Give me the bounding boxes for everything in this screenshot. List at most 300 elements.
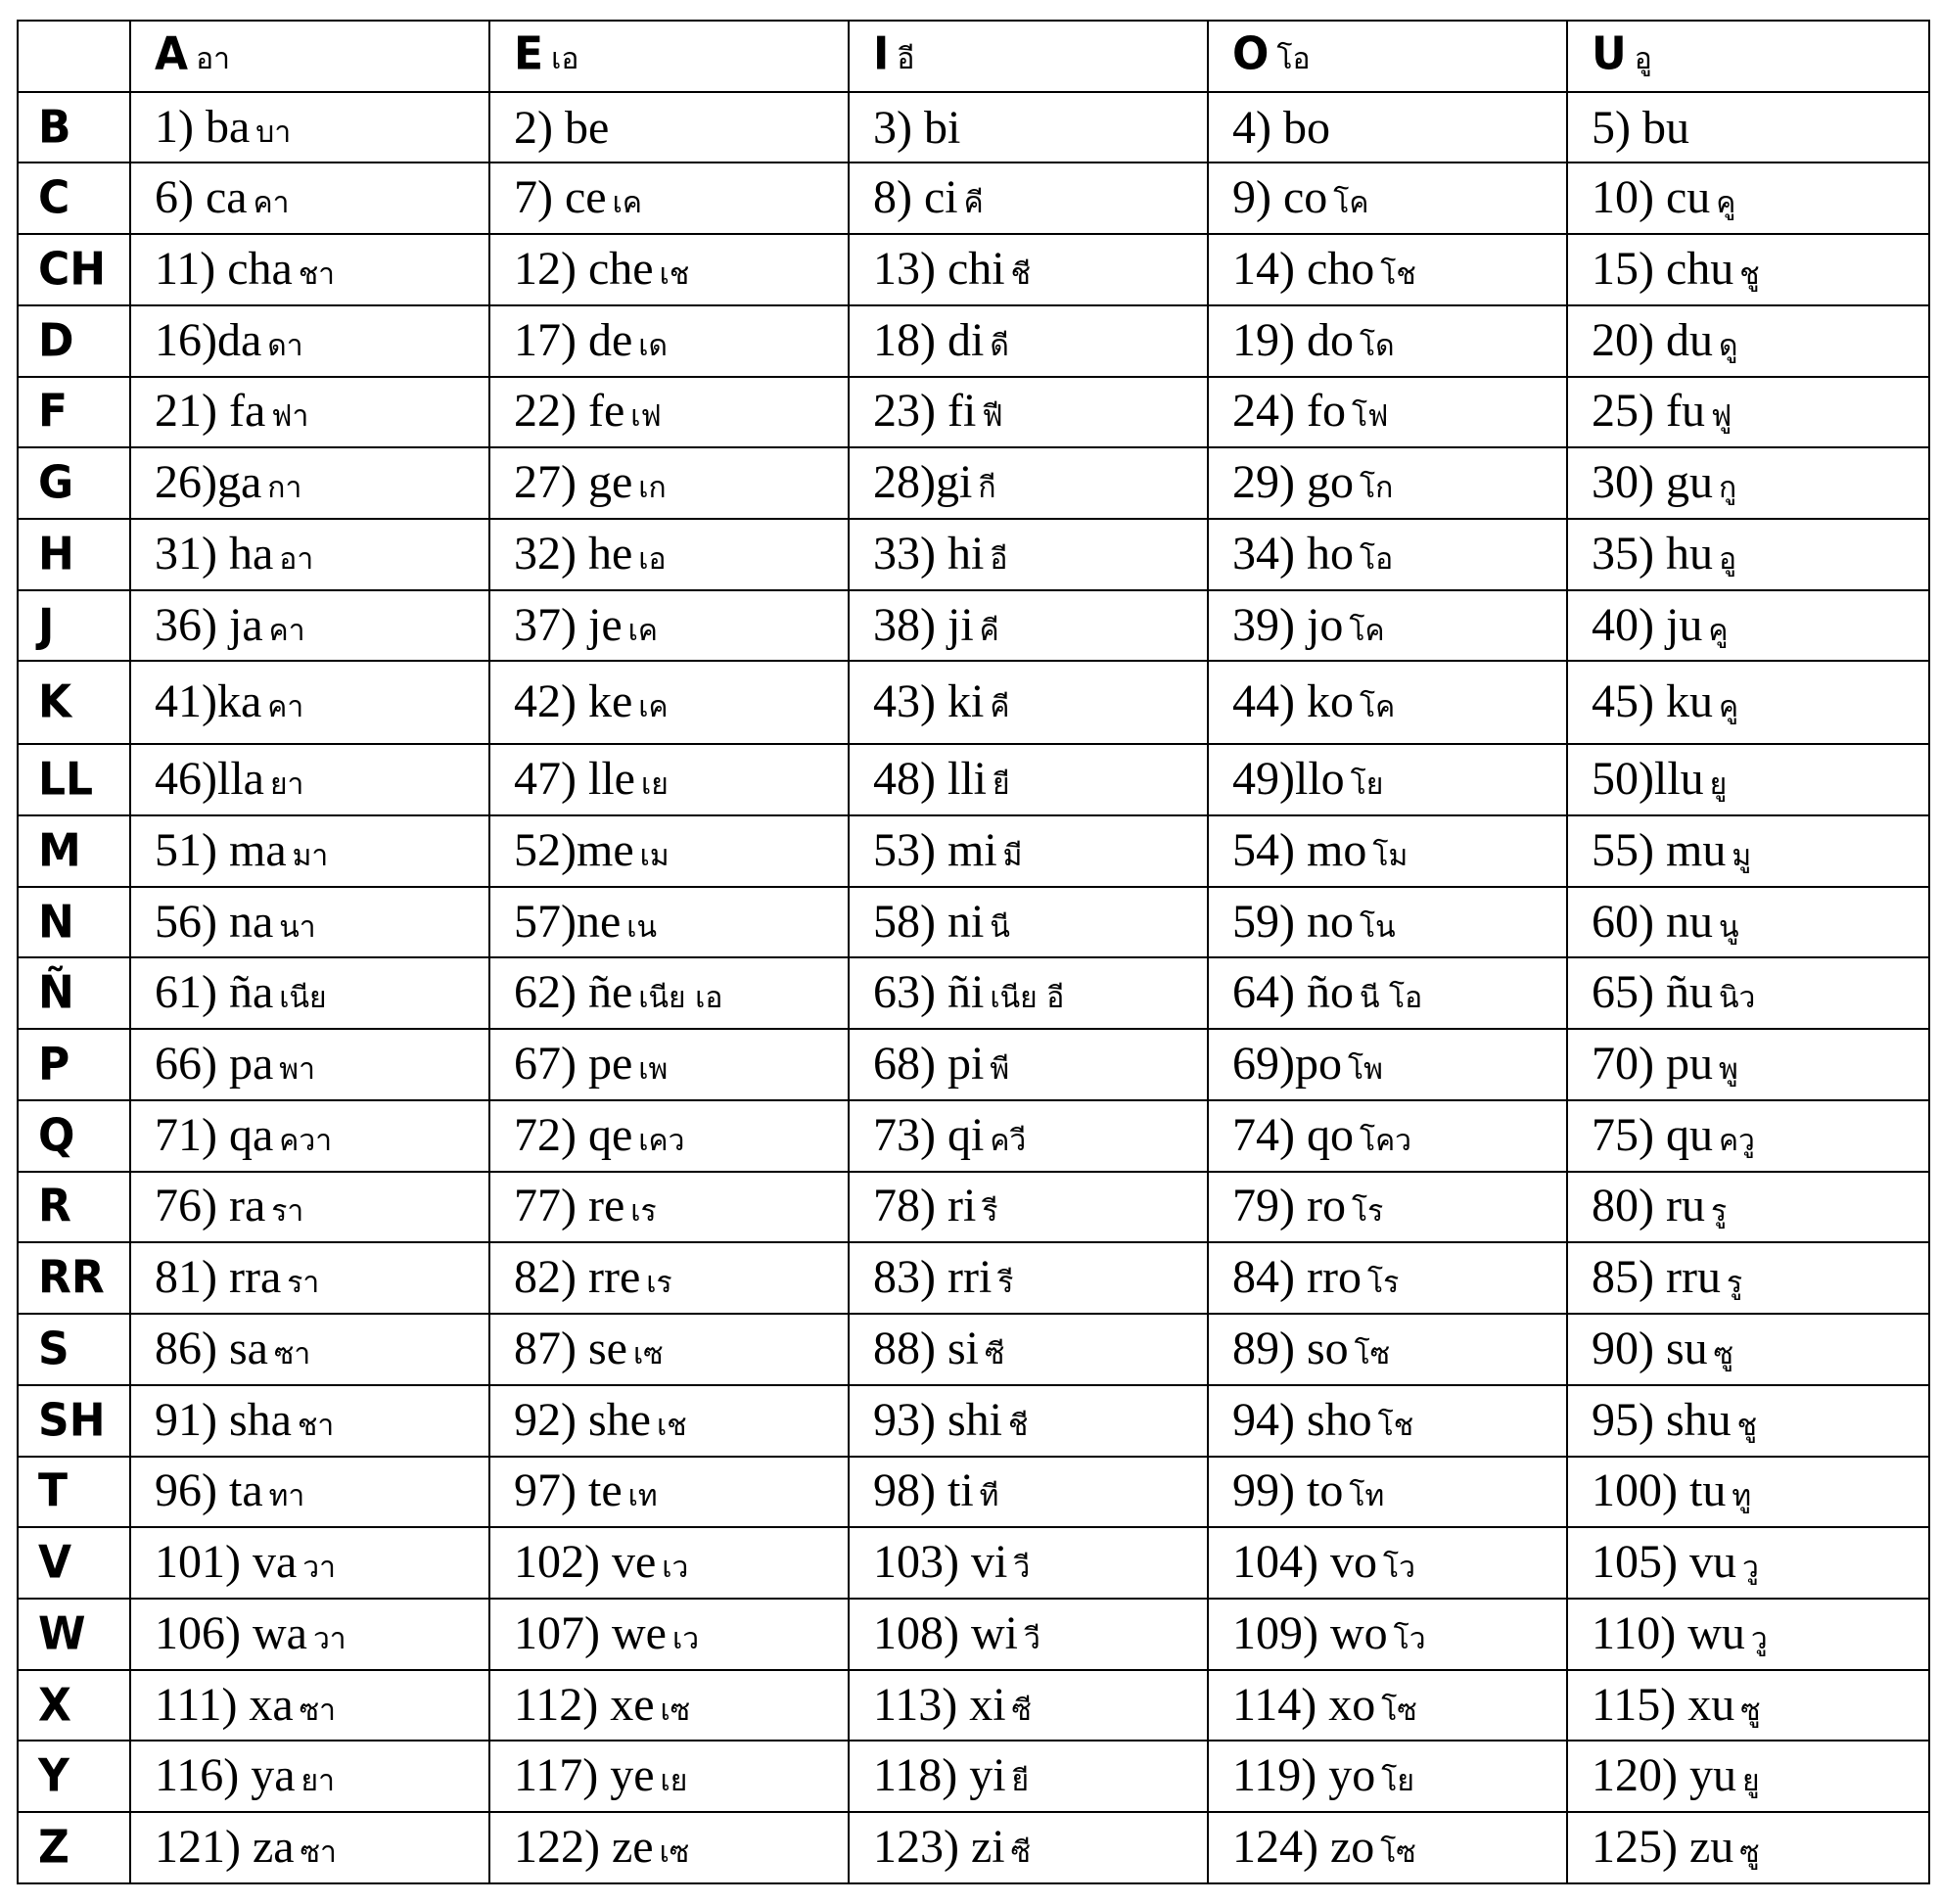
row-header: [18, 305, 130, 377]
syllable-latin: 54) mo: [1232, 823, 1367, 876]
row-header: [18, 377, 130, 448]
syllable-thai: ยู: [1709, 767, 1728, 803]
syllable-thai: เย: [640, 767, 669, 803]
syllable-thai: โค: [1333, 186, 1369, 221]
syllable-cell: [849, 887, 1208, 958]
syllable-thai: โพ: [1347, 1052, 1383, 1088]
syllable-thai: ชา: [297, 1408, 335, 1443]
syllable-latin: 5) bu: [1592, 101, 1689, 154]
table-row: [18, 519, 1929, 590]
table-row: [18, 305, 1929, 377]
syllable-cell: [1208, 1100, 1567, 1172]
syllable-latin: 59) no: [1232, 895, 1354, 948]
syllable-thai: เท: [627, 1479, 658, 1514]
syllable-cell: [130, 305, 489, 377]
syllable-cell: [489, 1242, 849, 1314]
syllable-thai: ฟู: [1710, 399, 1732, 435]
syllable-cell: [489, 1527, 849, 1599]
syllable-thai: อา: [279, 541, 314, 577]
syllable-thai: พา: [279, 1052, 315, 1088]
syllable-thai: อู: [1718, 541, 1737, 577]
syllable-latin: 117) ye: [514, 1749, 655, 1802]
syllable-latin: 21) fa: [155, 385, 266, 438]
column-header-letter: U: [1592, 28, 1627, 81]
syllable-cell: [130, 1029, 489, 1100]
syllable-thai: ยา: [269, 767, 304, 803]
syllable-thai: ชู: [1739, 257, 1760, 293]
row-header-letter: F: [38, 386, 69, 439]
syllable-latin: 105) vu: [1592, 1536, 1736, 1589]
syllable-latin: 75) qu: [1592, 1108, 1713, 1161]
row-header: [18, 447, 130, 519]
syllable-cell: [130, 519, 489, 590]
syllable-latin: 36) ja: [155, 598, 263, 651]
column-header-thai: โอ: [1276, 42, 1311, 77]
syllable-cell: [849, 447, 1208, 519]
syllable-cell: [1567, 1741, 1929, 1812]
row-header-letter: T: [38, 1465, 69, 1518]
syllable-cell: [849, 1599, 1208, 1670]
syllable-cell: [1567, 1670, 1929, 1741]
syllable-thai: คี: [979, 613, 999, 648]
syllable-latin: 121) za: [155, 1821, 295, 1874]
syllable-cell: [1567, 661, 1929, 744]
syllable-thai: รี: [982, 1194, 998, 1230]
syllable-thai: วี: [1013, 1551, 1031, 1586]
row-header-letter: W: [38, 1607, 86, 1661]
syllable-thai: ซู: [1740, 1693, 1761, 1728]
syllable-thai: กู: [1718, 471, 1737, 506]
column-header-thai: อี: [897, 42, 915, 77]
syllable-cell: [849, 1100, 1208, 1172]
syllable-cell: [849, 234, 1208, 305]
row-header: [18, 1812, 130, 1883]
corner-cell: [18, 21, 130, 92]
syllable-thai: โว: [1382, 1551, 1415, 1586]
syllable-thai: ซี: [1011, 1693, 1032, 1728]
syllable-thai: เนีย อี: [990, 981, 1065, 1016]
syllable-cell: [489, 815, 849, 887]
syllable-thai: เนีย เอ: [638, 981, 723, 1016]
syllable-latin: 122) ze: [514, 1821, 654, 1874]
row-header-letter: SH: [38, 1394, 106, 1447]
row-header-letter: D: [38, 314, 74, 368]
syllable-cell: [1208, 1457, 1567, 1528]
syllable-cell: [489, 1314, 849, 1385]
syllable-thai: เร: [630, 1194, 657, 1230]
syllable-cell: [849, 92, 1208, 163]
syllable-thai: โว: [1393, 1621, 1426, 1656]
syllable-cell: [849, 744, 1208, 815]
syllable-latin: 103) vi: [873, 1536, 1008, 1589]
syllable-thai: เคว: [638, 1123, 685, 1158]
syllable-cell: [1208, 377, 1567, 448]
syllable-cell: [1567, 447, 1929, 519]
column-header-thai: อา: [196, 42, 230, 77]
row-header-letter: Z: [38, 1821, 69, 1875]
syllable-latin: 16)da: [155, 313, 262, 366]
syllable-latin: 50)llu: [1592, 753, 1704, 806]
syllable-cell: [489, 1172, 849, 1243]
syllable-thai: ซี: [985, 1336, 1005, 1371]
syllable-cell: [489, 887, 849, 958]
syllable-thai: วู: [1741, 1551, 1759, 1586]
syllable-cell: [1567, 957, 1929, 1029]
syllable-thai: พู: [1718, 1052, 1738, 1088]
syllable-thai: พี: [990, 1052, 1010, 1088]
syllable-thai: ซา: [273, 1336, 311, 1371]
syllable-cell: [849, 519, 1208, 590]
syllable-latin: 100) tu: [1592, 1464, 1727, 1517]
syllable-thai: ควา: [279, 1123, 333, 1158]
syllable-cell: [130, 957, 489, 1029]
syllable-latin: 68) pi: [873, 1038, 985, 1091]
syllable-latin: 31) ha: [155, 527, 274, 580]
syllable-cell: [1208, 1670, 1567, 1741]
syllable-cell: [1567, 163, 1929, 234]
syllable-thai: เน: [626, 909, 658, 945]
syllable-cell: [489, 744, 849, 815]
syllable-thai: เช: [659, 257, 690, 293]
syllable-thai: โร: [1351, 1194, 1384, 1230]
row-header-letter: V: [38, 1536, 72, 1590]
syllable-thai: โคว: [1359, 1123, 1412, 1158]
syllable-cell: [849, 661, 1208, 744]
syllable-cell: [1567, 1527, 1929, 1599]
syllable-thai: โซ: [1354, 1336, 1391, 1371]
table-row: [18, 957, 1929, 1029]
syllable-cell: [130, 590, 489, 662]
row-header: [18, 1457, 130, 1528]
syllable-thai: ซู: [1739, 1835, 1760, 1871]
syllable-thai: ชี: [1010, 257, 1031, 293]
syllable-cell: [1567, 519, 1929, 590]
row-header: [18, 92, 130, 163]
syllable-cell: [1567, 1812, 1929, 1883]
table-row: [18, 447, 1929, 519]
syllable-latin: 47) lle: [514, 753, 635, 806]
row-header-letter: X: [38, 1679, 71, 1732]
row-header: [18, 744, 130, 815]
syllable-latin: 104) vo: [1232, 1536, 1377, 1589]
syllable-cell: [489, 1457, 849, 1528]
syllable-cell: [1208, 1242, 1567, 1314]
row-header: [18, 1242, 130, 1314]
row-header: [18, 1100, 130, 1172]
row-header: [18, 957, 130, 1029]
syllable-cell: [849, 815, 1208, 887]
syllable-latin: 11) cha: [155, 243, 293, 296]
row-header: [18, 590, 130, 662]
syllable-cell: [489, 305, 849, 377]
syllable-latin: 1) ba: [155, 100, 251, 153]
syllable-latin: 101) va: [155, 1536, 298, 1589]
syllable-thai: ซา: [299, 1693, 336, 1728]
syllable-latin: 113) xi: [873, 1678, 1006, 1731]
syllable-latin: 125) zu: [1592, 1821, 1734, 1874]
table-row: [18, 1670, 1929, 1741]
syllable-thai: โย: [1350, 767, 1384, 803]
syllable-latin: 25) fu: [1592, 385, 1705, 438]
row-header: [18, 234, 130, 305]
syllable-cell: [1208, 1527, 1567, 1599]
column-header-letter: A: [155, 28, 189, 81]
syllable-cell: [1567, 1242, 1929, 1314]
syllable-thai: คา: [253, 186, 290, 221]
syllable-latin: 97) te: [514, 1464, 623, 1517]
syllable-latin: 71) qa: [155, 1108, 274, 1161]
syllable-cell: [130, 887, 489, 958]
table-row: [18, 1457, 1929, 1528]
row-header: [18, 1670, 130, 1741]
table-row: [18, 1812, 1929, 1883]
syllable-latin: 13) chi: [873, 243, 1005, 296]
syllable-thai: โฟ: [1351, 399, 1389, 435]
syllable-cell: [1567, 744, 1929, 815]
syllable-cell: [130, 1670, 489, 1741]
syllable-thai: เร: [646, 1266, 672, 1301]
syllable-latin: 111) xa: [155, 1678, 294, 1731]
syllable-latin: 85) rru: [1592, 1251, 1721, 1304]
syllable-latin: 95) shu: [1592, 1393, 1732, 1446]
syllable-cell: [1567, 1385, 1929, 1457]
syllable-latin: 87) se: [514, 1322, 627, 1374]
syllable-latin: 35) hu: [1592, 527, 1713, 580]
row-header: [18, 519, 130, 590]
syllable-cell: [130, 815, 489, 887]
syllable-thai: มา: [292, 838, 329, 873]
syllable-latin: 4) bo: [1232, 101, 1330, 154]
syllable-latin: 83) rri: [873, 1251, 993, 1304]
table-row: [18, 815, 1929, 887]
syllable-thai: โค: [1359, 690, 1396, 725]
syllable-cell: [130, 1741, 489, 1812]
syllable-cell: [1208, 590, 1567, 662]
syllable-latin: 20) du: [1592, 313, 1713, 366]
syllable-latin: 118) yi: [873, 1749, 1006, 1802]
syllable-thai: ฟา: [271, 399, 309, 435]
syllable-cell: [849, 590, 1208, 662]
syllable-thai: มู: [1732, 838, 1752, 873]
syllable-thai: เพ: [638, 1052, 669, 1088]
syllable-latin: 114) xo: [1232, 1678, 1376, 1731]
syllable-latin: 33) hi: [873, 527, 985, 580]
syllable-latin: 73) qi: [873, 1108, 985, 1161]
syllable-cell: [1567, 377, 1929, 448]
syllable-latin: 115) xu: [1592, 1678, 1735, 1731]
syllable-thai: ทา: [268, 1479, 305, 1514]
column-header: [1567, 21, 1929, 92]
syllable-thai: อี: [990, 541, 1008, 577]
syllable-cell: [489, 234, 849, 305]
syllable-cell: [849, 1812, 1208, 1883]
syllable-table-body: [18, 21, 1929, 1883]
syllable-latin: 6) ca: [155, 171, 248, 224]
table-row: [18, 163, 1929, 234]
row-header: [18, 815, 130, 887]
column-header: [130, 21, 489, 92]
column-header-letter: O: [1232, 28, 1270, 81]
syllable-thai: คา: [268, 613, 305, 648]
syllable-cell: [489, 163, 849, 234]
syllable-cell: [489, 1741, 849, 1812]
syllable-cell: [849, 1527, 1208, 1599]
syllable-cell: [1208, 1741, 1567, 1812]
syllable-cell: [849, 1242, 1208, 1314]
syllable-latin: 112) xe: [514, 1678, 655, 1731]
syllable-thai: คี: [963, 186, 984, 221]
syllable-latin: 40) ju: [1592, 598, 1703, 651]
syllable-thai: รา: [271, 1194, 304, 1230]
syllable-cell: [1208, 1029, 1567, 1100]
table-row: [18, 661, 1929, 744]
syllable-thai: ชี: [1008, 1408, 1029, 1443]
row-header: [18, 1314, 130, 1385]
syllable-thai: เค: [612, 186, 642, 221]
column-header-thai: อู: [1634, 42, 1652, 77]
row-header-letter: M: [38, 824, 81, 878]
row-header-letter: R: [38, 1181, 71, 1233]
syllable-cell: [1208, 1314, 1567, 1385]
syllable-latin: 3) bi: [873, 101, 961, 154]
syllable-cell: [1567, 1457, 1929, 1528]
syllable-thai: เซ: [632, 1336, 664, 1371]
syllable-latin: 81) rra: [155, 1251, 282, 1304]
syllable-thai: ชา: [298, 257, 336, 293]
syllable-thai: กี: [978, 471, 996, 506]
syllable-latin: 52)me: [514, 823, 634, 876]
syllable-cell: [1567, 1314, 1929, 1385]
syllable-cell: [1208, 305, 1567, 377]
syllable-thai: บา: [255, 115, 292, 150]
row-header-letter: G: [38, 456, 74, 510]
syllable-cell: [849, 1314, 1208, 1385]
syllable-latin: 77) re: [514, 1180, 625, 1232]
syllable-latin: 22) fe: [514, 385, 625, 438]
syllable-latin: 44) ko: [1232, 675, 1354, 728]
syllable-cell: [489, 1599, 849, 1670]
syllable-latin: 24) fo: [1232, 385, 1346, 438]
row-header: [18, 1029, 130, 1100]
syllable-thai: นิว: [1718, 981, 1756, 1016]
syllable-cell: [1567, 305, 1929, 377]
syllable-cell: [489, 661, 849, 744]
syllable-thai: โม: [1372, 838, 1409, 873]
table-row: [18, 887, 1929, 958]
syllable-cell: [1567, 1599, 1929, 1670]
syllable-cell: [130, 661, 489, 744]
syllable-latin: 124) zo: [1232, 1821, 1375, 1874]
syllable-thai: ดา: [267, 328, 303, 363]
syllable-cell: [130, 1385, 489, 1457]
syllable-cell: [1208, 661, 1567, 744]
syllable-thai: วู: [1750, 1621, 1768, 1656]
column-header: [849, 21, 1208, 92]
syllable-thai: เด: [638, 328, 669, 363]
syllable-cell: [1567, 590, 1929, 662]
syllable-thai: โค: [1349, 613, 1385, 648]
syllable-latin: 86) sa: [155, 1322, 268, 1374]
syllable-thai: โด: [1359, 328, 1395, 363]
syllable-thai: เว: [671, 1621, 700, 1656]
syllable-cell: [489, 1385, 849, 1457]
syllable-latin: 15) chu: [1592, 243, 1734, 296]
column-header-letter: I: [873, 28, 890, 81]
syllable-latin: 110) wu: [1592, 1606, 1745, 1659]
syllable-cell: [130, 1242, 489, 1314]
syllable-latin: 106) wa: [155, 1606, 307, 1659]
row-header-letter: Ñ: [38, 967, 74, 1020]
syllable-latin: 37) je: [514, 598, 623, 651]
syllable-latin: 94) sho: [1232, 1393, 1372, 1446]
syllable-cell: [489, 519, 849, 590]
syllable-latin: 19) do: [1232, 313, 1354, 366]
syllable-latin: 70) pu: [1592, 1038, 1713, 1091]
syllable-thai: เก: [638, 471, 667, 506]
syllable-cell: [489, 1029, 849, 1100]
row-header-letter: B: [38, 101, 71, 154]
syllable-latin: 93) shi: [873, 1393, 1002, 1446]
syllable-latin: 88) si: [873, 1322, 979, 1374]
syllable-latin: 91) sha: [155, 1393, 292, 1446]
row-header-letter: P: [38, 1038, 70, 1091]
syllable-latin: 119) yo: [1232, 1749, 1376, 1802]
syllable-thai: นี โอ: [1359, 981, 1423, 1016]
syllable-latin: 90) su: [1592, 1322, 1708, 1374]
syllable-cell: [1567, 1172, 1929, 1243]
syllable-cell: [849, 1385, 1208, 1457]
syllable-latin: 46)lla: [155, 753, 264, 806]
syllable-cell: [1208, 1599, 1567, 1670]
table-row: [18, 377, 1929, 448]
syllable-thai: เม: [639, 838, 670, 873]
syllable-latin: 27) ge: [514, 456, 633, 509]
syllable-cell: [849, 1457, 1208, 1528]
row-header: [18, 887, 130, 958]
column-header-thai: เอ: [551, 42, 579, 77]
column-header-letter: E: [514, 28, 544, 81]
row-header-letter: CH: [38, 243, 107, 297]
syllable-cell: [130, 163, 489, 234]
table-row: [18, 744, 1929, 815]
syllable-cell: [1567, 234, 1929, 305]
syllable-latin: 51) ma: [155, 823, 287, 876]
syllable-cell: [1208, 163, 1567, 234]
syllable-latin: 89) so: [1232, 1322, 1349, 1374]
syllable-cell: [849, 163, 1208, 234]
syllable-latin: 61) ña: [155, 966, 274, 1019]
syllable-thai: ซู: [1713, 1336, 1734, 1371]
row-header-letter: N: [38, 896, 74, 949]
syllable-cell: [849, 305, 1208, 377]
syllable-latin: 65) ñu: [1592, 966, 1713, 1019]
syllable-cell: [1208, 1385, 1567, 1457]
syllable-latin: 8) ci: [873, 171, 958, 224]
column-header: [1208, 21, 1567, 92]
syllable-latin: 60) nu: [1592, 895, 1713, 948]
syllable-latin: 23) fi: [873, 385, 977, 438]
syllable-latin: 14) cho: [1232, 243, 1375, 296]
syllable-cell: [130, 1527, 489, 1599]
syllable-thai: ฟี: [982, 399, 1003, 435]
syllable-cell: [849, 957, 1208, 1029]
syllable-thai: เฟ: [630, 399, 662, 435]
syllable-cell: [489, 92, 849, 163]
syllable-latin: 69)po: [1232, 1038, 1342, 1091]
syllable-latin: 38) ji: [873, 598, 974, 651]
syllable-thai: ควี: [990, 1123, 1027, 1158]
row-header-letter: LL: [38, 753, 94, 807]
